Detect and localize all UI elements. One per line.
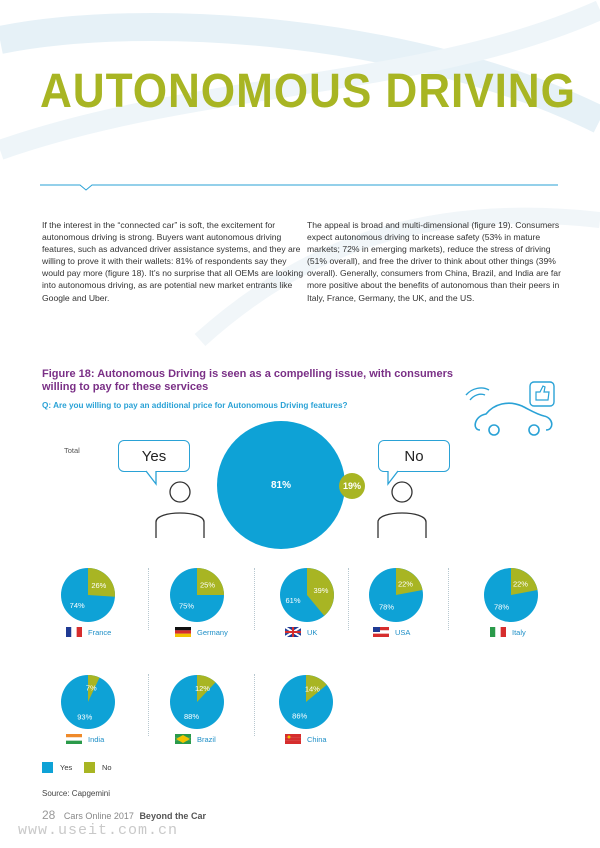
total-label: Total (64, 446, 80, 455)
page-number: 28 (42, 808, 56, 822)
country-label-china: China (307, 735, 327, 744)
pie-no-label-usa: 22% (397, 579, 413, 589)
yes-bubble-text: Yes (141, 447, 167, 465)
pie-no-label-france: 26% (91, 580, 107, 590)
country-label-india: India (88, 735, 105, 744)
pie-yes-label-uk: 61% (285, 596, 301, 606)
total-yes-value: 81% (270, 479, 291, 491)
flag-icon-usa (373, 627, 389, 637)
yes-speech-bubble (118, 440, 190, 472)
pie-no-label-uk: 39% (313, 585, 329, 595)
flag-icon-germany (175, 627, 191, 637)
header-rule (40, 176, 560, 192)
figure-title: Figure 18: Autonomous Driving is seen as a compelling issue, with consumers willing to pay for these services (42, 368, 453, 393)
pie-yes-label-germany: 75% (178, 601, 195, 611)
intro-column-right: The appeal is broad and multi-dimensional (figure 19). Consumers expect autonomous driving to increase safety (53% in mature markets; 72% in emerging markets), reduce the stress of driving (51% overall), and free the driver to think about other things (39% overall). Generally, consumers from China, Brazil, and India are far more positive about the benefits of autonomous than their peers in Italy, France, Germany, the UK, and the US. (307, 220, 561, 303)
divider (254, 674, 255, 736)
divider (148, 568, 149, 630)
legend-no-swatch (84, 762, 95, 773)
pie-yes-label-france: 74% (69, 601, 85, 611)
total-no-value: 19% (342, 481, 361, 491)
divider (448, 568, 449, 630)
person-icon-no (372, 478, 432, 540)
intro-column-left: If the interest in the “connected car” is soft, the excitement for autonomous driving is strong. Buyers want autonomous driving features, such as advanced driver assistance systems, and they are willing to prove it with their wallets: 81% of respondents say they would pay more (figure 18). It’s no surprise that all OEMs are looking into autonomous driving, as are potential new market entrants like Google and Uber. (42, 220, 304, 303)
pie-no-label-china: 14% (304, 684, 320, 694)
flag-icon-italy (490, 627, 506, 637)
person-icon-yes (150, 478, 210, 540)
pie-no-label-india: 7% (85, 683, 97, 693)
footer-publication: Cars Online 2017 (63, 811, 134, 821)
autonomous-car-icon (450, 378, 562, 438)
country-pie-charts (0, 555, 600, 755)
country-label-france: France (88, 628, 112, 637)
pie-no-label-germany: 25% (199, 580, 216, 590)
flag-icon-china (285, 734, 301, 744)
pie-yes-label-india: 93% (77, 712, 93, 722)
footer-subtitle: Beyond the Car (139, 811, 206, 821)
watermark: www.useit.com.cn (18, 822, 179, 839)
total-yes-circle (217, 421, 345, 549)
pie-yes-label-italy: 78% (494, 602, 510, 612)
no-speech-bubble (378, 440, 450, 472)
source-note: Source: Capgemini (42, 789, 111, 798)
pie-no-label-italy: 22% (512, 579, 528, 589)
country-label-italy: Italy (512, 628, 526, 637)
pie-yes-label-china: 86% (292, 711, 308, 721)
pie-no-label-brazil: 12% (194, 684, 210, 694)
legend-yes-label: Yes (60, 763, 73, 772)
pie-yes-label-brazil: 88% (184, 711, 200, 721)
figure-question: Q: Are you willing to pay an additional price for Autonomous Driving features? (42, 401, 348, 410)
no-bubble-text: No (404, 447, 424, 465)
country-label-brazil: Brazil (197, 735, 216, 744)
country-label-germany: Germany (197, 628, 228, 637)
flag-icon-france (66, 627, 82, 637)
divider (348, 568, 349, 630)
country-label-uk: UK (307, 628, 318, 637)
country-label-usa: USA (395, 628, 411, 637)
pie-yes-label-usa: 78% (379, 602, 395, 612)
page-title: AUTONOMOUS DRIVING (40, 65, 576, 118)
flag-icon-brazil (175, 734, 191, 744)
total-no-circle (339, 473, 365, 499)
flag-icon-uk (285, 627, 301, 637)
footer (42, 808, 206, 822)
flag-icon-india (66, 734, 82, 744)
divider (148, 674, 149, 736)
divider (254, 568, 255, 630)
legend-no-label: No (102, 763, 112, 772)
legend-yes-swatch (42, 762, 53, 773)
